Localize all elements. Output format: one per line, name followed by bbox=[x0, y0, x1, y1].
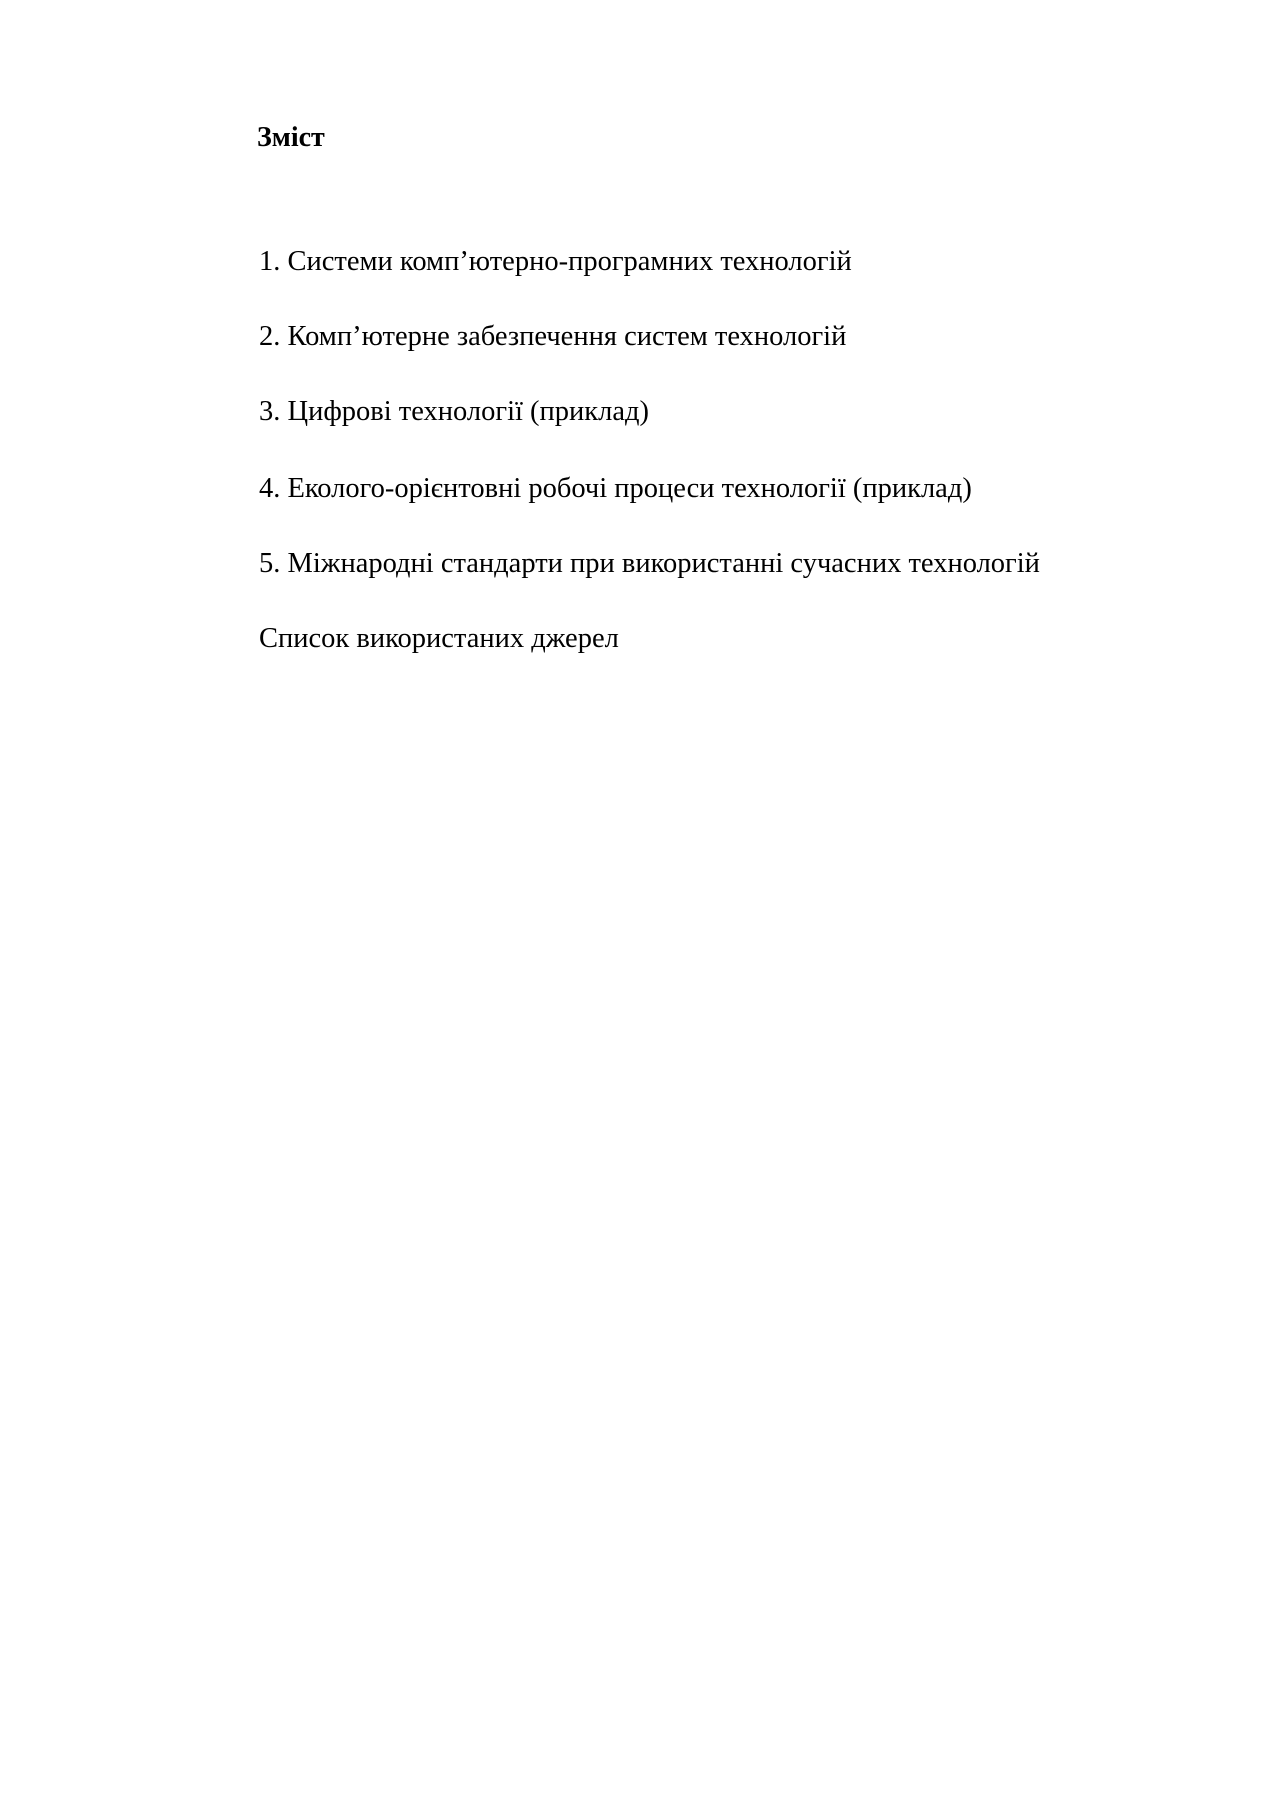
table-of-contents bbox=[259, 244, 1040, 696]
toc-item-references: Список використаних джерел bbox=[259, 623, 619, 654]
toc-item: 3. Цифрові технології (приклад) bbox=[259, 396, 649, 427]
toc-item: 5. Міжнародні стандарти при використанні сучасних технологій bbox=[259, 548, 1040, 579]
page-title: Зміст bbox=[257, 122, 325, 153]
toc-item: 2. Комп’ютерне забезпечення систем технологій bbox=[259, 321, 847, 352]
toc-item: 1. Системи комп’ютерно-програмних технологій bbox=[259, 246, 852, 277]
toc-item: 4. Еколого-орієнтовні робочі процеси технології (приклад) bbox=[259, 473, 972, 504]
